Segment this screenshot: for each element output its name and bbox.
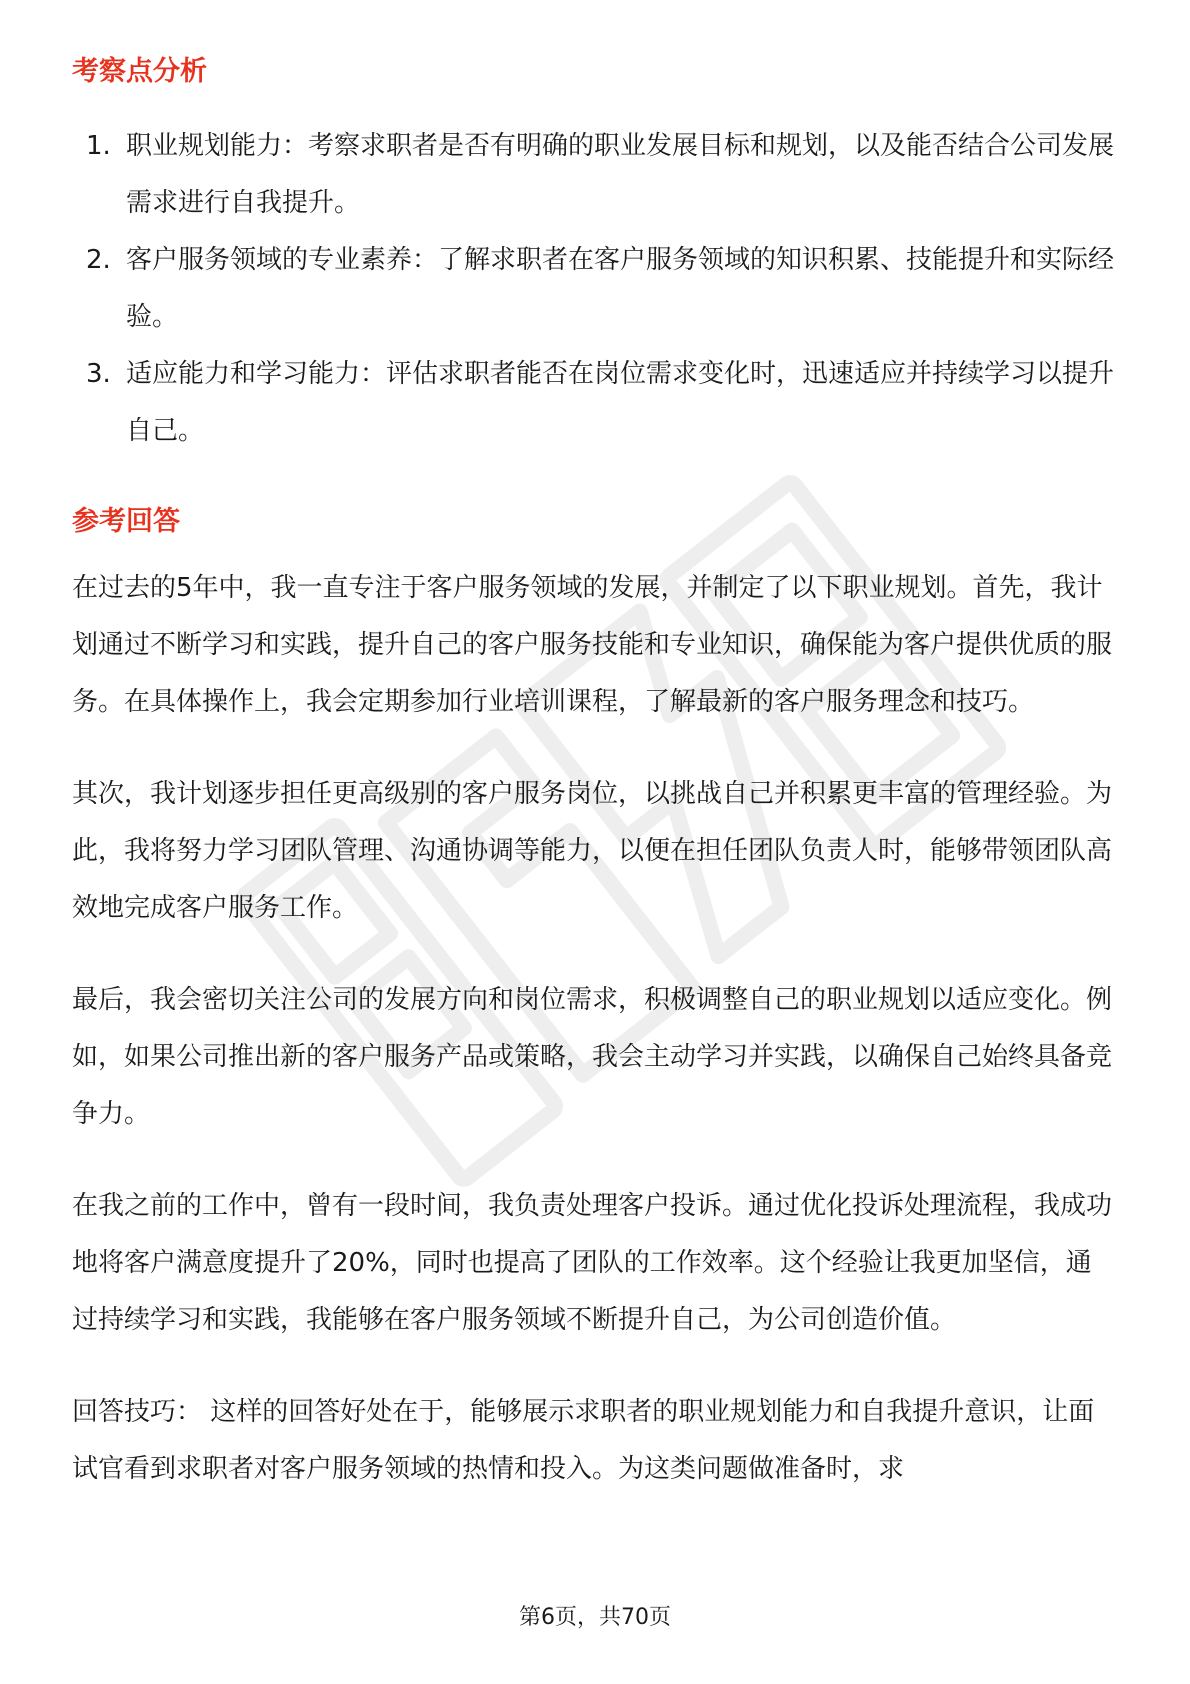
list-item-number: 3. bbox=[86, 359, 111, 389]
analysis-heading: 考察点分析 bbox=[72, 56, 207, 87]
list-item bbox=[72, 346, 1117, 460]
answer-paragraph: 其次，我计划逐步担任更高级别的客户服务岗位，以挑战自己并积累更丰富的管理经验。为此，我将努力学习团队管理、沟通协调等能力，以便在担任团队负责人时，能够带领团队高效地完成客户服务工作。 bbox=[72, 779, 1113, 923]
analysis-points-list bbox=[72, 118, 1117, 460]
list-item-text: 适应能力和学习能力：评估求职者能否在岗位需求变化时，迅速适应并持续学习以提升自己。 bbox=[126, 359, 1115, 446]
answer-paragraph: 最后，我会密切关注公司的发展方向和岗位需求，积极调整自己的职业规划以适应变化。例如，如果公司推出新的客户服务产品或策略，我会主动学习并实践，以确保自己始终具备竞争力。 bbox=[72, 985, 1113, 1129]
main-content bbox=[72, 42, 1117, 1498]
list-item-number: 2. bbox=[86, 245, 111, 275]
answer-heading: 参考回答 bbox=[72, 506, 180, 537]
answer-paragraph: 在我之前的工作中，曾有一段时间，我负责处理客户投诉。通过优化投诉处理流程，我成功地将客户满意度提升了20%，同时也提高了团队的工作效率。这个经验让我更加坚信，通过持续学习和实践，我能够在客户服务领域不断提升自己，为公司创造价值。 bbox=[72, 1191, 1113, 1335]
list-item bbox=[72, 118, 1117, 232]
list-item-text: 职业规划能力：考察求职者是否有明确的职业发展目标和规划，以及能否结合公司发展需求进行自我提升。 bbox=[126, 131, 1115, 218]
answer-paragraph: 在过去的5年中，我一直专注于客户服务领域的发展，并制定了以下职业规划。首先，我计划通过不断学习和实践，提升自己的客户服务技能和专业知识，确保能为客户提供优质的服务。在具体操作上，我会定期参加行业培训课程，了解最新的客户服务理念和技巧。 bbox=[72, 573, 1113, 717]
answer-tips-paragraph: 回答技巧： 这样的回答好处在于，能够展示求职者的职业规划能力和自我提升意识，让面试官看到求职者对客户服务领域的热情和投入。为这类问题做准备时，求 bbox=[72, 1397, 1095, 1484]
list-item bbox=[72, 232, 1117, 346]
list-item-number: 1. bbox=[86, 131, 111, 161]
page-number-footer: 第6页，共70页 bbox=[519, 1605, 671, 1630]
list-item-text: 客户服务领域的专业素养：了解求职者在客户服务领域的知识积累、技能提升和实际经验。 bbox=[126, 245, 1115, 332]
